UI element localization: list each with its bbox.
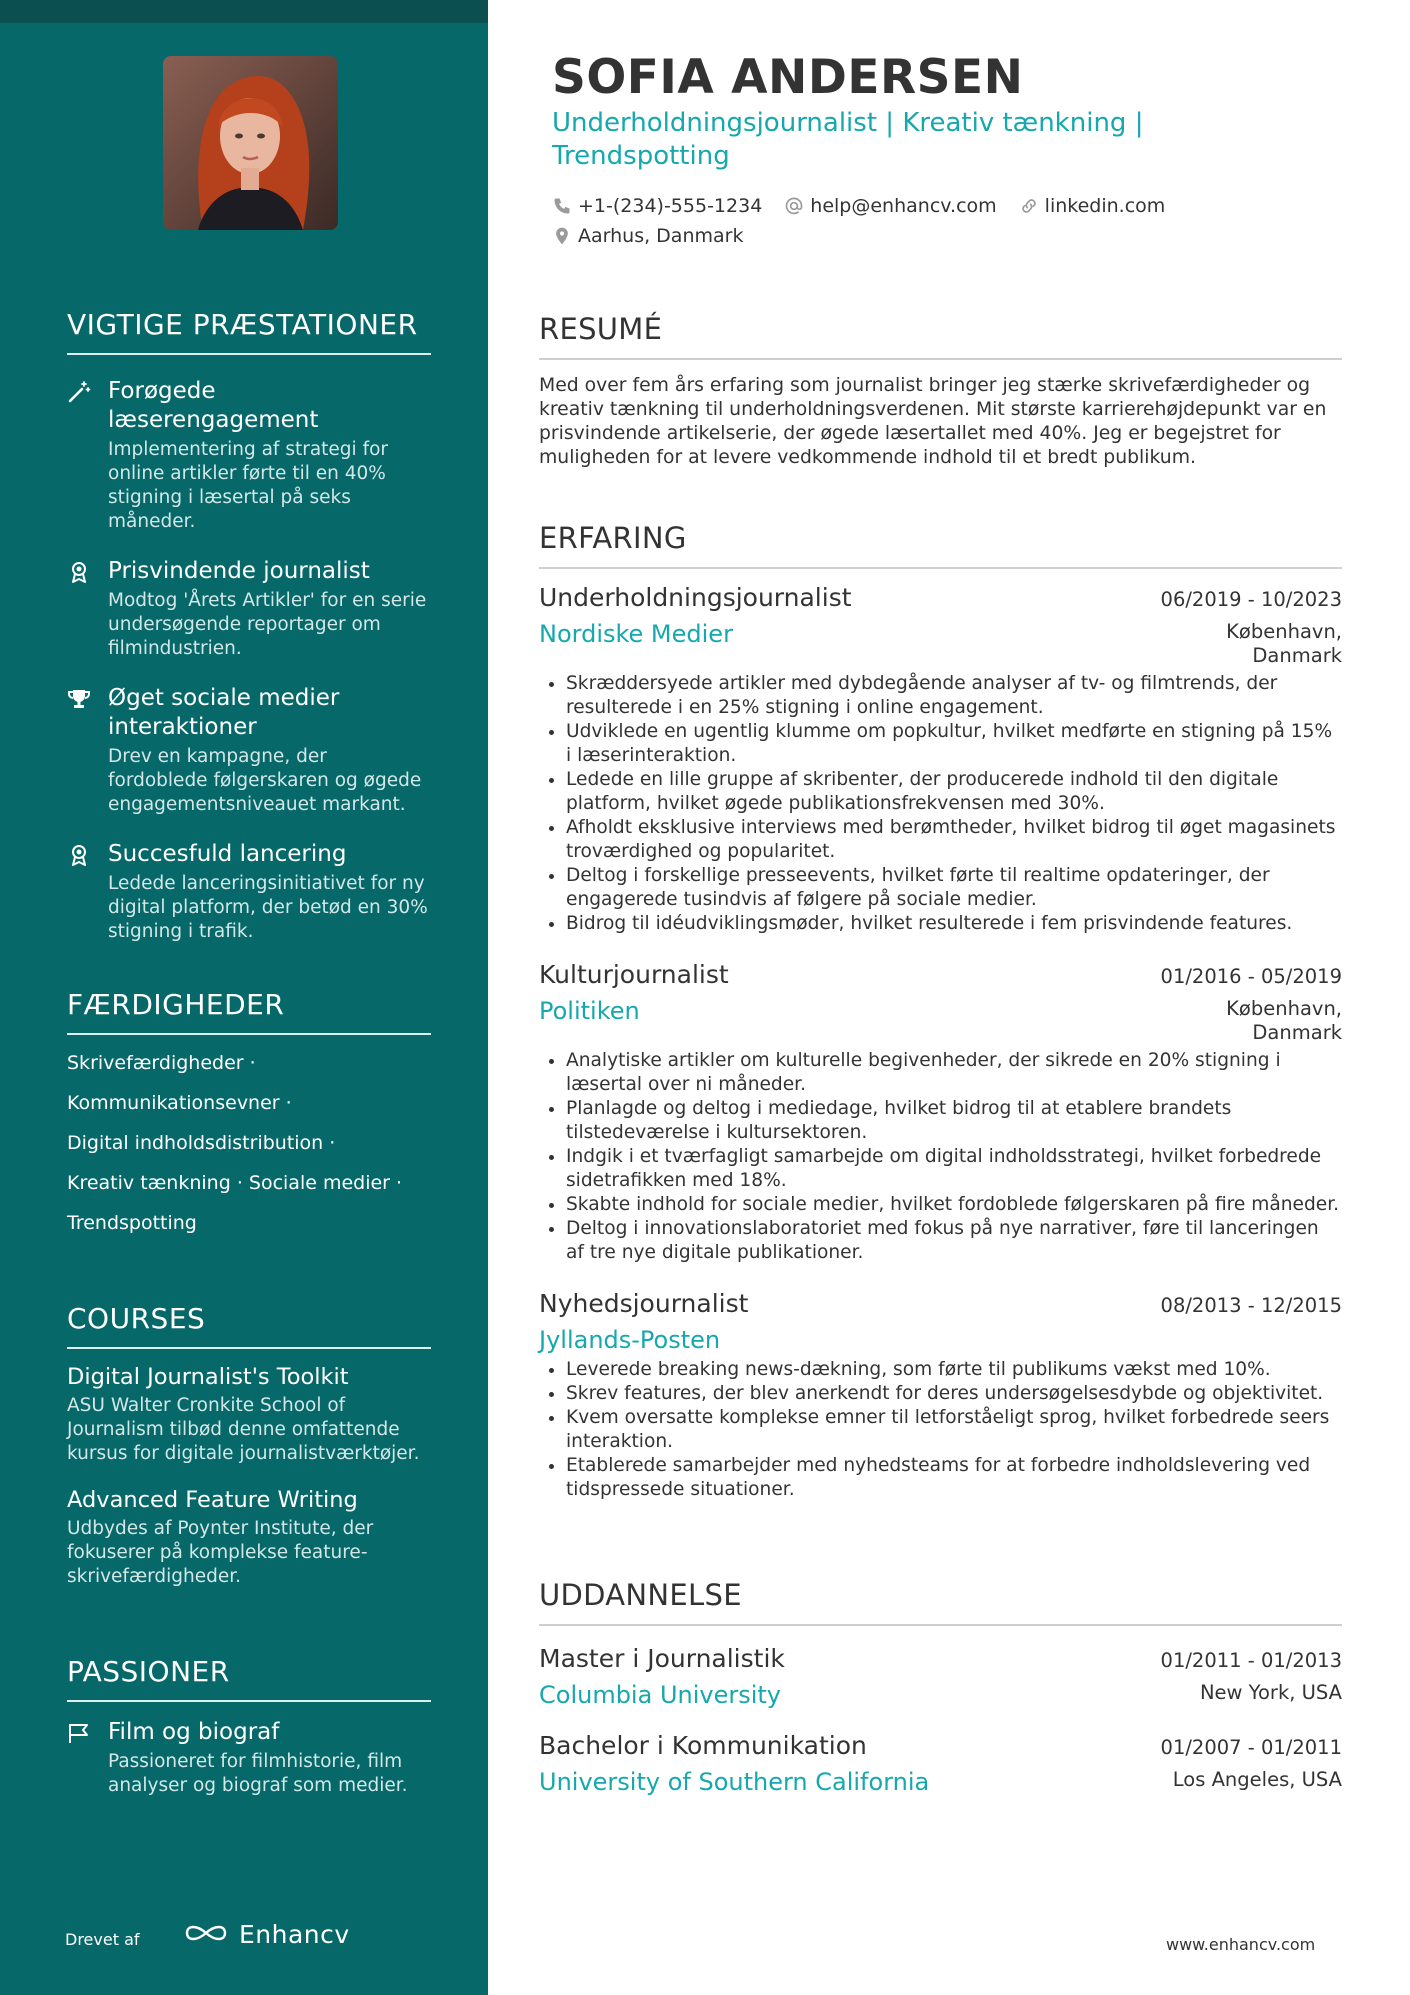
job-title: Underholdningsjournalist <box>539 583 852 612</box>
bullet-item: • Indgik i et tværfagligt samarbejde om digital indholdsstrategi, hvilket forbedrede sidetrafikken med 18%. <box>566 1145 1342 1193</box>
job-location: København, Danmark <box>1226 997 1342 1044</box>
education-entry <box>539 1731 1342 1796</box>
summary-section <box>539 312 1342 470</box>
education-heading: UDDANNELSE <box>539 1578 1342 1626</box>
achievement-item <box>67 684 431 817</box>
job-company: Nordiske Medier <box>539 620 733 648</box>
skill-line: Kreativ tænkning · Sociale medier · <box>67 1172 403 1194</box>
experience-heading: ERFARING <box>539 521 1342 569</box>
bullet-item: • Etablerede samarbejder med nyhedsteams for at forbedre indholdslevering ved tidspressede situationer. <box>566 1454 1342 1502</box>
skill-line: Skrivefærdigheder · <box>67 1052 256 1074</box>
bullet-item: • Deltog i forskellige presseevents, hvilket førte til realtime opdateringer, der engagerede tusindvis af følgere på sociale medier. <box>566 864 1342 912</box>
course-desc: ASU Walter Cronkite School of Journalism tilbød denne omfattende kursus for digitale journalistværktøjer. <box>67 1395 420 1464</box>
education-section <box>539 1578 1342 1796</box>
achievement-desc: Modtog 'Årets Artikler' for en serie undersøgende reportager om filmindustrien. <box>108 590 427 659</box>
bullet-item: • Ledede en lille gruppe af skribenter, der producerede indhold til den digitale platform, hvilket øgede publikationsfrekvensen med 30%. <box>566 768 1342 816</box>
profile-photo <box>163 56 338 230</box>
school-location: Los Angeles, USA <box>1172 1768 1342 1791</box>
linkedin-contact[interactable] <box>1019 195 1166 217</box>
courses-heading: COURSES <box>67 1302 431 1349</box>
bullet-item: • Leverede breaking news-dækning, som førte til publikums vækst med 10%. <box>566 1358 1342 1382</box>
flag-icon <box>67 1721 91 1745</box>
school-name: Columbia University <box>539 1681 782 1709</box>
sidebar-top-bar <box>0 0 488 23</box>
experience-section <box>539 521 1342 1502</box>
achievement-title: Forøgede læserengagement <box>108 378 319 433</box>
linkedin-text: linkedin.com <box>1044 195 1166 217</box>
bullet-item: • Udviklede en ugentlig klumme om popkultur, hvilket medførte en stigning på 15% i læserinteraktion. <box>566 720 1342 768</box>
location-text: Aarhus, Danmark <box>578 225 744 247</box>
bullet-item: • Skræddersyede artikler med dybdegående analyser af tv- og filmtrends, der resulterede i en 25% stigning i online engagement. <box>566 672 1342 720</box>
phone-contact[interactable] <box>552 195 762 217</box>
phone-text: +1-(234)-555-1234 <box>578 195 763 217</box>
job-bullets <box>539 672 1342 936</box>
award-ribbon-icon <box>67 560 91 584</box>
bullet-item: • Afholdt eksklusive interviews med berømtheder, hvilket bidrog til øget magasinets troværdighed og popularitet. <box>566 816 1342 864</box>
job-dates: 06/2019 - 10/2023 <box>1160 588 1342 611</box>
achievement-title: Prisvindende journalist <box>108 558 370 584</box>
summary-text: Med over fem års erfaring som journalist bringer jeg stærke skrivefærdigheder og kreativ tænkning til underholdningsverdenen. Mit største karrierehøjdepunkt var en prisvindende artikelserie, der øgede læsertallet med 40%. Jeg er begejstret for muligheden for at levere vedkommende indhold til et bredt publikum. <box>539 375 1327 468</box>
passion-desc: Passioneret for filmhistorie, film analyser og biograf som medier. <box>108 1751 408 1796</box>
candidate-name: SOFIA ANDERSEN <box>552 50 1024 105</box>
skill-line: Trendspotting <box>67 1212 197 1234</box>
degree-title: Master i Journalistik <box>539 1644 785 1673</box>
sidebar <box>0 0 488 1995</box>
achievements-section <box>67 308 431 944</box>
job-entry <box>539 1289 1342 1502</box>
skills-section <box>67 988 431 1235</box>
skills-heading: FÆRDIGHEDER <box>67 988 431 1035</box>
bullet-item: • Skrev features, der blev anerkendt for deres undersøgelsesdybde og objektivitet. <box>566 1382 1342 1406</box>
achievement-desc: Ledede lanceringsinitiativet for ny digital platform, der betød en 30% stigning i trafik. <box>108 873 428 942</box>
magic-wand-icon <box>67 380 91 404</box>
job-company: Politiken <box>539 997 640 1025</box>
achievement-item <box>67 377 431 534</box>
achievement-item <box>67 557 431 661</box>
bullet-item: • Deltog i innovationslaboratoriet med fokus på nye narrativer, føre til lanceringen af tre nye digitale publikationer. <box>566 1217 1342 1265</box>
job-entry <box>539 583 1342 936</box>
achievement-title: Succesfuld lancering <box>108 841 347 867</box>
job-location: København, Danmark <box>1226 620 1342 667</box>
job-dates: 08/2013 - 12/2015 <box>1160 1294 1342 1317</box>
passion-title: Film og biograf <box>108 1719 280 1745</box>
skill-line: Digital indholdsdistribution · <box>67 1132 336 1154</box>
award-ribbon-icon <box>67 843 91 867</box>
enhancv-logo-icon <box>183 1921 229 1949</box>
passions-heading: PASSIONER <box>67 1655 431 1702</box>
achievement-item <box>67 840 431 944</box>
enhancv-brand[interactable] <box>183 1920 350 1949</box>
degree-title: Bachelor i Kommunikation <box>539 1731 867 1760</box>
at-icon <box>784 196 804 216</box>
contact-info <box>552 191 1252 251</box>
degree-dates: 01/2007 - 01/2011 <box>1160 1736 1342 1759</box>
degree-dates: 01/2011 - 01/2013 <box>1160 1649 1342 1672</box>
passions-section <box>67 1655 431 1798</box>
bullet-item: • Bidrog til idéudviklingsmøder, hvilket resulterede i fem prisvindende features. <box>566 912 1342 936</box>
bullet-item: • Kvem oversatte komplekse emner til letforståeligt sprog, hvilket forbedrede seers interaktion. <box>566 1406 1342 1454</box>
courses-section <box>67 1302 431 1589</box>
job-title: Kulturjournalist <box>539 960 729 989</box>
achievement-desc: Implementering af strategi for online artikler førte til en 40% stigning i læsertal på seks måneder. <box>108 439 389 532</box>
bullet-item: • Skabte indhold for sociale medier, hvilket fordoblede følgerskaren på fire måneder. <box>566 1193 1342 1217</box>
skill-line: Kommunikationsevner · <box>67 1092 292 1114</box>
phone-icon <box>552 196 572 216</box>
email-text: help@enhancv.com <box>810 195 997 217</box>
bullet-item: • Planlagde og deltog i mediedage, hvilket bidrog til at etablere brandets tilstedeværelse i kultursektoren. <box>566 1097 1342 1145</box>
job-entry <box>539 960 1342 1265</box>
job-bullets <box>539 1049 1342 1265</box>
achievement-desc: Drev en kampagne, der fordoblede følgerskaren og øgede engagementsniveauet markant. <box>108 746 422 815</box>
job-company: Jyllands-Posten <box>539 1326 721 1354</box>
candidate-tagline: Underholdningsjournalist | Kreativ tænkning | Trendspotting <box>552 108 1144 171</box>
course-title: Digital Journalist's Toolkit <box>67 1364 349 1390</box>
course-title: Advanced Feature Writing <box>67 1487 358 1513</box>
school-name: University of Southern California <box>539 1768 930 1796</box>
enhancv-brand-name: Enhancv <box>239 1920 350 1949</box>
trophy-icon <box>67 687 91 711</box>
email-contact[interactable] <box>784 195 996 217</box>
bullet-item: • Analytiske artikler om kulturelle begivenheder, der sikrede en 20% stigning i læsertal over ni måneder. <box>566 1049 1342 1097</box>
summary-heading: RESUMÉ <box>539 312 1342 360</box>
job-bullets <box>539 1358 1342 1502</box>
location-pin-icon <box>552 226 572 246</box>
job-dates: 01/2016 - 05/2019 <box>1160 965 1342 988</box>
school-location: New York, USA <box>1199 1681 1342 1704</box>
powered-by-label: Drevet af <box>65 1930 140 1949</box>
achievement-title: Øget sociale medier interaktioner <box>108 685 340 740</box>
footer-url[interactable]: www.enhancv.com <box>1166 1935 1316 1954</box>
location-contact <box>552 225 743 247</box>
job-title: Nyhedsjournalist <box>539 1289 749 1318</box>
course-desc: Udbydes af Poynter Institute, der fokuserer på komplekse feature-skrivefærdigheder. <box>67 1518 374 1587</box>
link-icon <box>1019 196 1039 216</box>
education-entry <box>539 1644 1342 1709</box>
achievements-heading: VIGTIGE PRÆSTATIONER <box>67 308 431 355</box>
passion-item <box>67 1718 431 1798</box>
